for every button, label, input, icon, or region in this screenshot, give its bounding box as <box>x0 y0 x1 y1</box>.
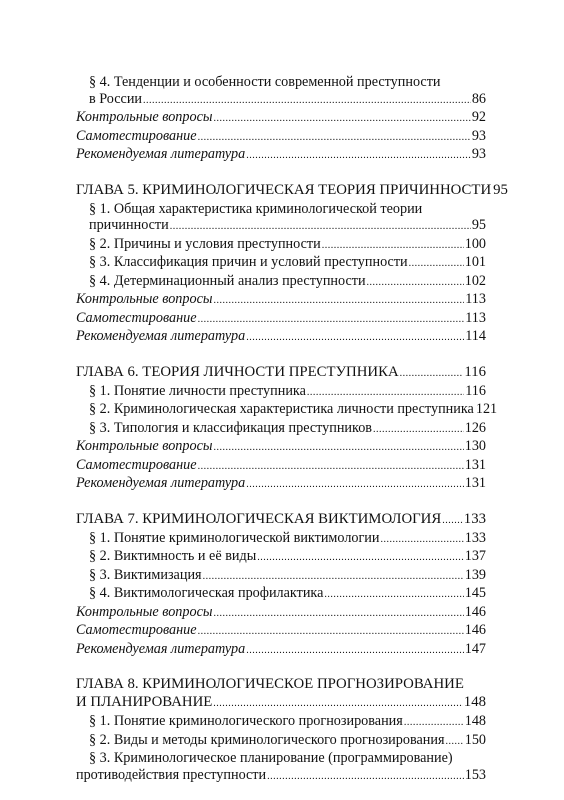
toc-entry-title: § 4. Виктимологическая профилактика <box>89 585 324 601</box>
toc-entry-title: § 1. Понятие личности преступника <box>89 382 306 399</box>
dot-leader <box>198 130 471 147</box>
dot-leader <box>409 256 464 273</box>
toc-page-number: 147 <box>464 640 486 657</box>
toc-entry-ch7-questions[interactable] <box>76 604 486 623</box>
toc-page-number: 113 <box>465 309 486 326</box>
toc-entry-ch5-s1[interactable] <box>76 201 486 236</box>
toc-entry-title: § 3. Криминологическое планирование (программирование) <box>89 750 453 766</box>
dot-leader <box>373 422 464 439</box>
chapter-title: ГЛАВА 5. КРИМИНОЛОГИЧЕСКАЯ ТЕОРИЯ ПРИЧИННОСТИ <box>76 181 492 198</box>
toc-entry-block1-selftest[interactable] <box>76 128 486 147</box>
toc-entry-block1-questions[interactable] <box>76 109 486 128</box>
toc-page-number: 86 <box>471 90 486 107</box>
toc-entry-title: § 1. Общая характеристика криминологической теории <box>89 200 423 217</box>
toc-entry-title: § 3. Виктимизация <box>89 566 202 583</box>
toc-chapter-8[interactable] <box>76 675 486 713</box>
toc-entry-ch6-questions[interactable] <box>76 438 486 457</box>
toc-entry-ch7-s3[interactable] <box>76 567 486 586</box>
toc-entry-title: § 1. Понятие криминологической виктимологии <box>89 529 380 546</box>
toc-page-number: 146 <box>464 622 486 638</box>
toc-entry-ch6-literature[interactable] <box>76 475 486 494</box>
toc-page-number: 150 <box>464 731 486 748</box>
toc-entry-title: Контрольные вопросы <box>76 438 213 454</box>
dot-leader <box>246 330 464 347</box>
section-gap <box>76 659 486 675</box>
dot-leader <box>246 477 464 494</box>
toc-entry-title: Самотестирование <box>76 127 197 144</box>
toc-entry-title: § 4. Детерминационный анализ преступности <box>89 272 366 289</box>
dot-leader <box>367 275 464 292</box>
toc-page-number: 148 <box>463 694 486 710</box>
dot-leader <box>404 715 464 732</box>
toc-entry-title: § 2. Виктимность и её виды <box>89 548 257 564</box>
dot-leader <box>246 148 471 165</box>
toc-page-number: 139 <box>464 566 486 583</box>
toc-entry-ch8-s3[interactable] <box>76 750 486 785</box>
dot-leader <box>322 238 464 255</box>
toc-page-number: 114 <box>465 328 486 344</box>
toc-page-number: 121 <box>475 401 498 417</box>
toc-entry-ch5-s4[interactable] <box>76 273 486 292</box>
toc-page-number: 126 <box>464 419 486 436</box>
toc-entry-title: Рекомендуемая литература <box>76 146 246 162</box>
dot-leader <box>257 550 463 567</box>
dot-leader <box>442 512 463 530</box>
toc-chapter-5[interactable] <box>76 181 508 201</box>
dot-leader <box>170 219 471 236</box>
toc-entry-title: § 3. Типология и классификация преступников <box>89 419 372 436</box>
toc-entry-ch7-literature[interactable] <box>76 641 486 660</box>
toc-entry-ch5-selftest[interactable] <box>76 310 486 329</box>
toc-page-number: 145 <box>464 585 486 601</box>
dot-leader <box>324 587 463 604</box>
toc-page-number: 148 <box>464 713 486 729</box>
toc-entry-ch7-s4[interactable] <box>76 585 486 604</box>
toc-entry-title-cont: в России <box>89 90 143 107</box>
toc-page-number: 153 <box>464 766 486 783</box>
dot-leader <box>246 643 464 660</box>
toc-entry-ch5-literature[interactable] <box>76 328 486 347</box>
toc-chapter-6[interactable] <box>76 363 486 383</box>
dot-leader <box>381 532 464 549</box>
dot-leader <box>445 734 463 751</box>
dot-leader <box>198 624 464 641</box>
dot-leader <box>213 606 463 623</box>
toc-page-number: 95 <box>471 217 486 233</box>
toc-entry-title: Самотестирование <box>76 622 197 638</box>
toc-entry-title: Рекомендуемая литература <box>76 475 246 491</box>
toc-entry-title-cont: противодействия преступности <box>76 766 267 783</box>
toc-page-number: 131 <box>464 456 486 473</box>
toc-entry-block1-s4[interactable] <box>76 74 486 109</box>
toc-page-number: 93 <box>471 127 486 144</box>
toc-entry-title-cont: причинности <box>89 217 169 233</box>
dot-leader <box>203 569 464 586</box>
toc-entry-block1-literature[interactable] <box>76 146 486 165</box>
section-gap <box>76 494 486 510</box>
toc-entry-title: § 4. Тенденции и особенности современной преступности <box>89 74 441 90</box>
toc-entry-title: § 3. Классификация причин и условий преступности <box>89 254 408 270</box>
toc-entry-title: Рекомендуемая литература <box>76 328 246 344</box>
toc-page-number: 116 <box>465 382 486 399</box>
toc-entry-ch7-s2[interactable] <box>76 548 486 567</box>
toc-entry-title: Контрольные вопросы <box>76 291 213 307</box>
toc-entry-ch6-selftest[interactable] <box>76 457 486 476</box>
table-of-contents <box>76 74 508 785</box>
toc-page-number: 130 <box>464 438 486 454</box>
toc-entry-title: Самотестирование <box>76 309 197 326</box>
toc-page-number: 116 <box>464 363 486 380</box>
dot-leader <box>213 111 470 128</box>
chapter-title-cont: И ПЛАНИРОВАНИЕ <box>76 694 213 710</box>
toc-entry-title: § 1. Понятие криминологического прогнозирования <box>89 713 403 729</box>
toc-entry-ch6-s3[interactable] <box>76 420 486 439</box>
toc-entry-ch6-s1[interactable] <box>76 383 486 402</box>
toc-page-number: 95 <box>493 181 508 198</box>
toc-entry-title: § 2. Причины и условия преступности <box>89 235 321 252</box>
toc-page-number: 101 <box>464 254 486 270</box>
toc-entry-title: Самотестирование <box>76 456 197 473</box>
dot-leader <box>198 312 465 329</box>
dot-leader <box>213 440 463 457</box>
toc-page-number: 133 <box>464 529 486 546</box>
dot-leader <box>143 93 471 110</box>
chapter-title: ГЛАВА 6. ТЕОРИЯ ЛИЧНОСТИ ПРЕСТУПНИКА <box>76 363 399 380</box>
dot-leader <box>400 365 464 383</box>
toc-entry-title: Контрольные вопросы <box>76 109 213 125</box>
toc-page-number: 137 <box>464 548 486 564</box>
toc-chapter-7[interactable] <box>76 510 486 530</box>
section-gap <box>76 165 486 181</box>
toc-entry-ch8-s2[interactable] <box>76 732 486 751</box>
toc-entry-title: § 2. Виды и методы криминологического прогнозирования <box>89 731 445 748</box>
toc-page-number: 146 <box>464 603 486 620</box>
toc-page-number: 113 <box>465 291 486 307</box>
toc-page-number: 92 <box>471 109 486 125</box>
chapter-title: ГЛАВА 8. КРИМИНОЛОГИЧЕСКОЕ ПРОГНОЗИРОВАНИЕ <box>76 676 464 692</box>
toc-entry-ch6-s2[interactable] <box>76 401 498 420</box>
toc-page-number: 131 <box>464 475 486 491</box>
toc-entry-title: Контрольные вопросы <box>76 603 213 620</box>
toc-entry-title: Рекомендуемая литература <box>76 640 246 657</box>
toc-page-number: 93 <box>471 146 486 162</box>
toc-page-number: 133 <box>463 510 486 527</box>
toc-entry-ch7-s1[interactable] <box>76 530 486 549</box>
dot-leader <box>198 459 464 476</box>
dot-leader <box>213 293 464 310</box>
toc-page-number: 102 <box>464 272 486 289</box>
dot-leader <box>267 769 464 786</box>
toc-entry-ch7-selftest[interactable] <box>76 622 486 641</box>
toc-entry-ch5-s3[interactable] <box>76 254 486 273</box>
chapter-title: ГЛАВА 7. КРИМИНОЛОГИЧЕСКАЯ ВИКТИМОЛОГИЯ <box>76 510 442 527</box>
toc-entry-ch5-s2[interactable] <box>76 236 486 255</box>
dot-leader <box>213 695 463 713</box>
dot-leader <box>307 385 464 402</box>
toc-entry-ch5-questions[interactable] <box>76 291 486 310</box>
toc-entry-ch8-s1[interactable] <box>76 713 486 732</box>
toc-entry-title: § 2. Криминологическая характеристика личности преступника <box>89 401 474 417</box>
section-gap <box>76 347 486 363</box>
toc-page-number: 100 <box>464 235 486 252</box>
